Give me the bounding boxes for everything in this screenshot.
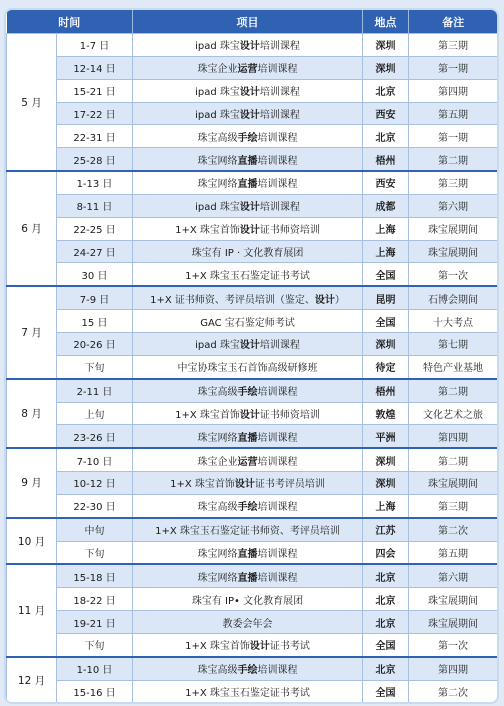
date-cell: 7-10 日 bbox=[57, 448, 133, 471]
header-project: 项目 bbox=[133, 10, 363, 34]
date-cell: 19-21 日 bbox=[57, 611, 133, 634]
project-cell: 珠宝有 IP · 文化教育展团 bbox=[133, 240, 363, 263]
location-cell: 全国 bbox=[363, 633, 409, 656]
table-row bbox=[7, 588, 498, 611]
date-cell: 22-30 日 bbox=[57, 494, 133, 517]
month-cell: 11 月 bbox=[7, 564, 57, 656]
location-cell: 梧州 bbox=[363, 148, 409, 171]
table-row bbox=[7, 402, 498, 425]
note-cell: 第三期 bbox=[409, 494, 498, 517]
date-cell: 中旬 bbox=[57, 518, 133, 541]
month-cell: 6 月 bbox=[7, 171, 57, 286]
location-cell: 平洲 bbox=[363, 425, 409, 448]
location-cell: 北京 bbox=[363, 588, 409, 611]
note-cell: 第六期 bbox=[409, 564, 498, 587]
date-cell: 18-22 日 bbox=[57, 588, 133, 611]
location-cell: 全国 bbox=[363, 263, 409, 286]
table-row bbox=[7, 217, 498, 240]
project-cell: ipad 珠宝设计培训课程 bbox=[133, 194, 363, 217]
date-cell: 30 日 bbox=[57, 263, 133, 286]
table-row bbox=[7, 332, 498, 355]
table-row bbox=[7, 680, 498, 702]
location-cell: 四会 bbox=[363, 541, 409, 564]
note-cell: 石博会期间 bbox=[409, 286, 498, 309]
project-cell: 珠宝企业运营培训课程 bbox=[133, 56, 363, 79]
date-cell: 15-21 日 bbox=[57, 79, 133, 102]
date-cell: 22-25 日 bbox=[57, 217, 133, 240]
location-cell: 敦煌 bbox=[363, 402, 409, 425]
project-cell: 教委会年会 bbox=[133, 611, 363, 634]
note-cell: 第四期 bbox=[409, 425, 498, 448]
date-cell: 25-28 日 bbox=[57, 148, 133, 171]
location-cell: 深圳 bbox=[363, 34, 409, 57]
table-row bbox=[7, 657, 498, 680]
date-cell: 22-31 日 bbox=[57, 125, 133, 148]
note-cell: 珠宝展期间 bbox=[409, 217, 498, 240]
table-row bbox=[7, 34, 498, 57]
schedule-sheet bbox=[6, 10, 497, 702]
table-row bbox=[7, 611, 498, 634]
schedule-body bbox=[7, 34, 498, 703]
location-cell: 梧州 bbox=[363, 379, 409, 402]
date-cell: 15-18 日 bbox=[57, 564, 133, 587]
location-cell: 北京 bbox=[363, 611, 409, 634]
table-row bbox=[7, 171, 498, 194]
project-cell: 中宝协珠宝玉石首饰高级研修班 bbox=[133, 355, 363, 378]
location-cell: 上海 bbox=[363, 240, 409, 263]
location-cell: 北京 bbox=[363, 125, 409, 148]
table-row bbox=[7, 148, 498, 171]
location-cell: 西安 bbox=[363, 102, 409, 125]
table-row bbox=[7, 472, 498, 495]
location-cell: 深圳 bbox=[363, 472, 409, 495]
table-row bbox=[7, 425, 498, 448]
table-row bbox=[7, 310, 498, 333]
note-cell: 第七期 bbox=[409, 332, 498, 355]
project-cell: 珠宝网络直播培训课程 bbox=[133, 148, 363, 171]
note-cell: 第二期 bbox=[409, 379, 498, 402]
note-cell: 第一期 bbox=[409, 56, 498, 79]
month-cell: 8 月 bbox=[7, 379, 57, 449]
location-cell: 成都 bbox=[363, 194, 409, 217]
location-cell: 北京 bbox=[363, 657, 409, 680]
table-row bbox=[7, 286, 498, 309]
date-cell: 2-11 日 bbox=[57, 379, 133, 402]
project-cell: ipad 珠宝设计培训课程 bbox=[133, 34, 363, 57]
note-cell: 第六期 bbox=[409, 194, 498, 217]
note-cell: 第四期 bbox=[409, 657, 498, 680]
note-cell: 珠宝展期间 bbox=[409, 240, 498, 263]
date-cell: 15-16 日 bbox=[57, 680, 133, 702]
date-cell: 下旬 bbox=[57, 355, 133, 378]
table-row bbox=[7, 56, 498, 79]
note-cell: 珠宝展期间 bbox=[409, 611, 498, 634]
schedule-table bbox=[6, 10, 497, 702]
project-cell: 1+X 珠宝首饰设计证书考试 bbox=[133, 633, 363, 656]
project-cell: 1+X 珠宝玉石鉴定证书考试 bbox=[133, 680, 363, 702]
note-cell: 第五期 bbox=[409, 102, 498, 125]
month-cell: 10 月 bbox=[7, 518, 57, 565]
project-cell: 珠宝有 IP• 文化教育展团 bbox=[133, 588, 363, 611]
project-cell: 珠宝高级手绘培训课程 bbox=[133, 494, 363, 517]
table-row bbox=[7, 541, 498, 564]
date-cell: 24-27 日 bbox=[57, 240, 133, 263]
date-cell: 12-14 日 bbox=[57, 56, 133, 79]
project-cell: GAC 宝石鉴定师考试 bbox=[133, 310, 363, 333]
project-cell: 珠宝企业运营培训课程 bbox=[133, 448, 363, 471]
project-cell: 珠宝网络直播培训课程 bbox=[133, 425, 363, 448]
table-row bbox=[7, 102, 498, 125]
header-note: 备注 bbox=[409, 10, 498, 34]
table-row bbox=[7, 125, 498, 148]
project-cell: ipad 珠宝设计培训课程 bbox=[133, 79, 363, 102]
note-cell: 第一次 bbox=[409, 263, 498, 286]
project-cell: 珠宝高级手绘培训课程 bbox=[133, 379, 363, 402]
table-row bbox=[7, 240, 498, 263]
table-row bbox=[7, 633, 498, 656]
project-cell: 珠宝网络直播培训课程 bbox=[133, 541, 363, 564]
date-cell: 1-13 日 bbox=[57, 171, 133, 194]
table-row bbox=[7, 194, 498, 217]
table-row bbox=[7, 518, 498, 541]
project-cell: 1+X 珠宝首饰设计证书师资培训 bbox=[133, 402, 363, 425]
table-row bbox=[7, 448, 498, 471]
table-row bbox=[7, 79, 498, 102]
date-cell: 20-26 日 bbox=[57, 332, 133, 355]
project-cell: 1+X 珠宝玉石鉴定证书师资、考评员培训 bbox=[133, 518, 363, 541]
location-cell: 昆明 bbox=[363, 286, 409, 309]
note-cell: 文化艺术之旅 bbox=[409, 402, 498, 425]
project-cell: ipad 珠宝设计培训课程 bbox=[133, 332, 363, 355]
project-cell: 珠宝高级手绘培训课程 bbox=[133, 125, 363, 148]
location-cell: 深圳 bbox=[363, 332, 409, 355]
date-cell: 15 日 bbox=[57, 310, 133, 333]
date-cell: 上旬 bbox=[57, 402, 133, 425]
note-cell: 第五期 bbox=[409, 541, 498, 564]
note-cell: 十大考点 bbox=[409, 310, 498, 333]
project-cell: 1+X 珠宝首饰设计证书考评员培训 bbox=[133, 472, 363, 495]
note-cell: 第三期 bbox=[409, 171, 498, 194]
note-cell: 第二次 bbox=[409, 680, 498, 702]
location-cell: 江苏 bbox=[363, 518, 409, 541]
date-cell: 23-26 日 bbox=[57, 425, 133, 448]
location-cell: 西安 bbox=[363, 171, 409, 194]
location-cell: 深圳 bbox=[363, 448, 409, 471]
location-cell: 北京 bbox=[363, 564, 409, 587]
project-cell: ipad 珠宝设计培训课程 bbox=[133, 102, 363, 125]
note-cell: 珠宝展期间 bbox=[409, 588, 498, 611]
note-cell: 珠宝展期间 bbox=[409, 472, 498, 495]
location-cell: 全国 bbox=[363, 680, 409, 702]
date-cell: 8-11 日 bbox=[57, 194, 133, 217]
table-row bbox=[7, 263, 498, 286]
table-row bbox=[7, 379, 498, 402]
project-cell: 1+X 珠宝首饰设计证书师资培训 bbox=[133, 217, 363, 240]
note-cell: 第二期 bbox=[409, 148, 498, 171]
header-row bbox=[7, 10, 498, 34]
note-cell: 第四期 bbox=[409, 79, 498, 102]
header-location: 地点 bbox=[363, 10, 409, 34]
location-cell: 上海 bbox=[363, 494, 409, 517]
date-cell: 下旬 bbox=[57, 541, 133, 564]
note-cell: 第一期 bbox=[409, 125, 498, 148]
date-cell: 1-10 日 bbox=[57, 657, 133, 680]
month-cell: 5 月 bbox=[7, 34, 57, 172]
location-cell: 全国 bbox=[363, 310, 409, 333]
table-row bbox=[7, 355, 498, 378]
project-cell: 珠宝网络直播培训课程 bbox=[133, 171, 363, 194]
location-cell: 深圳 bbox=[363, 56, 409, 79]
location-cell: 北京 bbox=[363, 79, 409, 102]
project-cell: 1+X 证书师资、考评员培训（鉴定、设计） bbox=[133, 286, 363, 309]
date-cell: 17-22 日 bbox=[57, 102, 133, 125]
header-time: 时间 bbox=[7, 10, 133, 34]
project-cell: 珠宝网络直播培训课程 bbox=[133, 564, 363, 587]
project-cell: 1+X 珠宝玉石鉴定证书考试 bbox=[133, 263, 363, 286]
location-cell: 待定 bbox=[363, 355, 409, 378]
location-cell: 上海 bbox=[363, 217, 409, 240]
date-cell: 1-7 日 bbox=[57, 34, 133, 57]
table-row bbox=[7, 494, 498, 517]
note-cell: 第一次 bbox=[409, 633, 498, 656]
note-cell: 第二次 bbox=[409, 518, 498, 541]
note-cell: 第三期 bbox=[409, 34, 498, 57]
month-cell: 7 月 bbox=[7, 286, 57, 378]
month-cell: 12 月 bbox=[7, 657, 57, 702]
date-cell: 10-12 日 bbox=[57, 472, 133, 495]
project-cell: 珠宝高级手绘培训课程 bbox=[133, 657, 363, 680]
note-cell: 特色产业基地 bbox=[409, 355, 498, 378]
table-row bbox=[7, 564, 498, 587]
note-cell: 第二期 bbox=[409, 448, 498, 471]
date-cell: 7-9 日 bbox=[57, 286, 133, 309]
month-cell: 9 月 bbox=[7, 448, 57, 518]
date-cell: 下旬 bbox=[57, 633, 133, 656]
